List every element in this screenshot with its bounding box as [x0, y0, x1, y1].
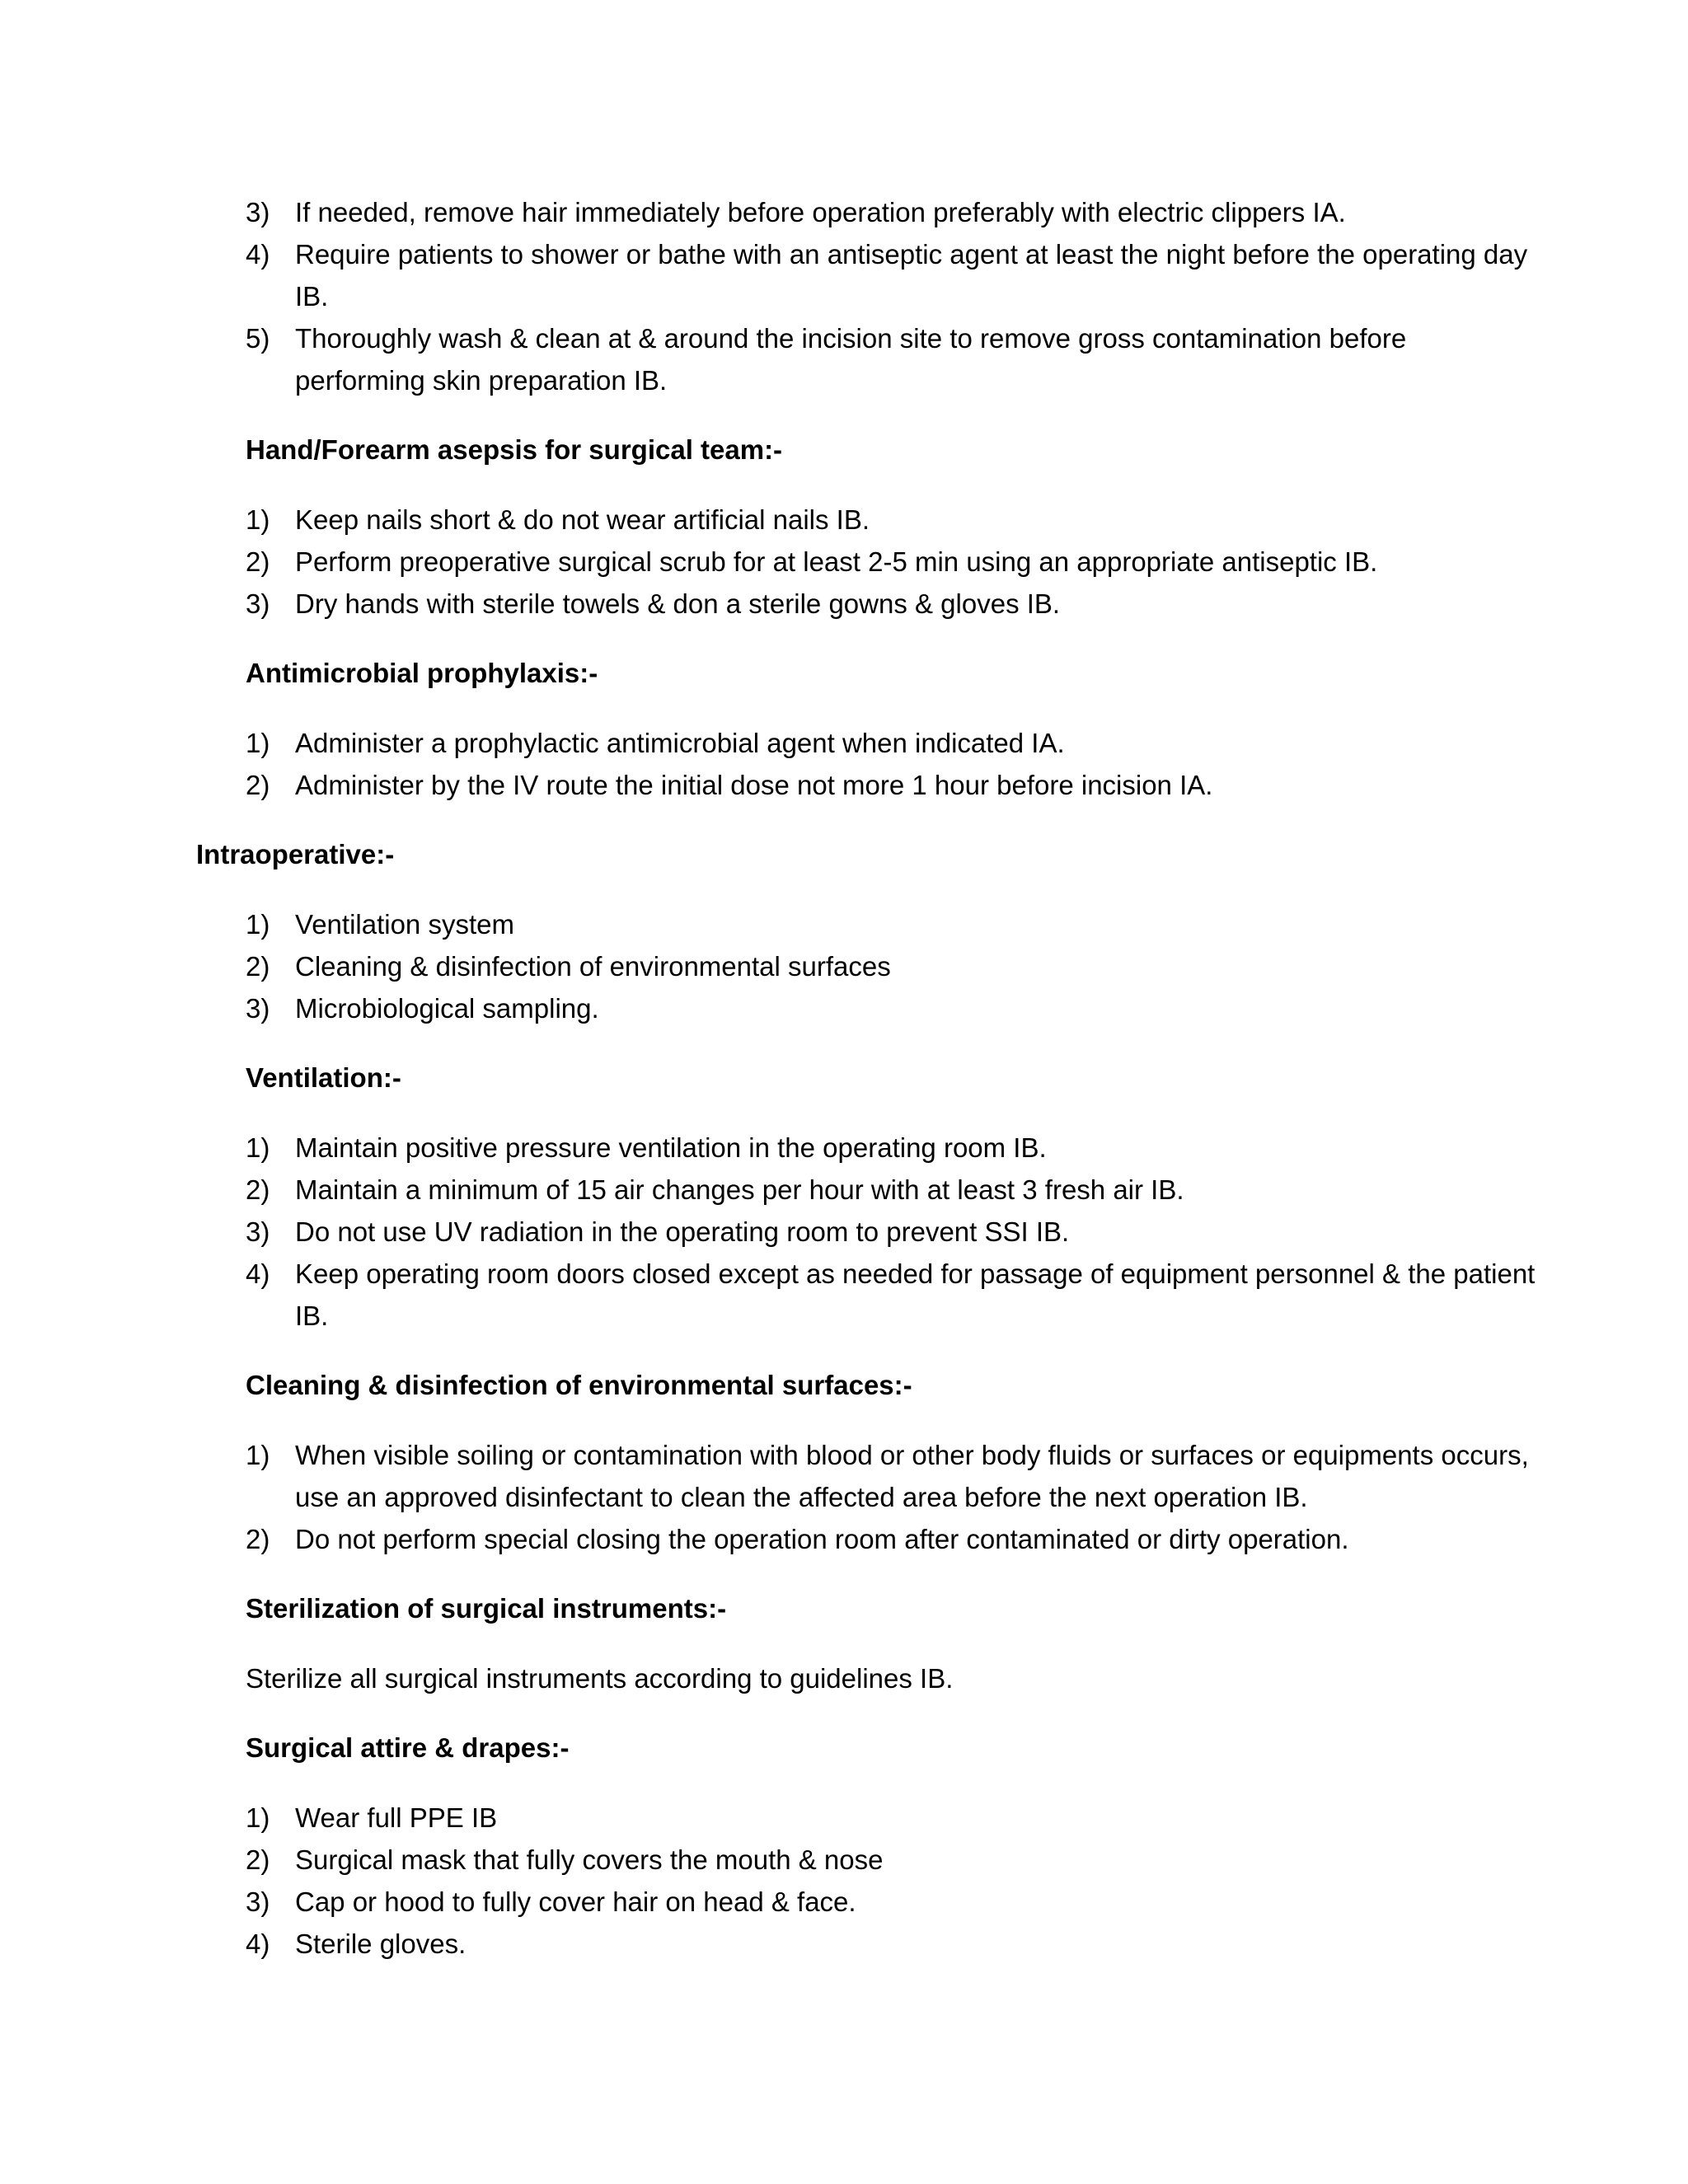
cleaning-list — [246, 1434, 1540, 1560]
hand-forearm-section — [246, 429, 1540, 625]
list-item — [246, 903, 1540, 945]
main-heading-intraoperative: Intraoperative:- — [196, 839, 395, 869]
list-text: Maintain a minimum of 15 air changes per hour with at least 3 fresh air IB. — [295, 1174, 1184, 1205]
list-number: 3) — [246, 197, 270, 227]
list-item — [246, 1518, 1540, 1560]
list-number: 1) — [246, 504, 270, 535]
list-item — [246, 233, 1540, 317]
list-number: 5) — [246, 323, 270, 354]
section-heading: Sterilization of surgical instruments:- — [246, 1593, 727, 1624]
section-heading: Surgical attire & drapes:- — [246, 1732, 570, 1763]
list-text: Administer a prophylactic antimicrobial agent when indicated IA. — [295, 728, 1065, 758]
list-number: 1) — [246, 1802, 270, 1833]
list-number: 2) — [246, 1844, 270, 1875]
list-number: 4) — [246, 1929, 270, 1959]
intraoperative-list — [246, 903, 1540, 1029]
list-item — [246, 1881, 1540, 1923]
list-text: Wear full PPE IB — [295, 1802, 498, 1833]
list-number: 1) — [246, 1440, 270, 1470]
cleaning-section — [246, 1365, 1540, 1560]
list-item — [246, 1253, 1540, 1337]
section-heading: Hand/Forearm asepsis for surgical team:- — [246, 434, 783, 465]
list-text: Ventilation system — [295, 909, 514, 940]
list-item — [246, 1923, 1540, 1965]
list-text: Maintain positive pressure ventilation in the operating room IB. — [295, 1132, 1047, 1163]
sterilization-text: Sterilize all surgical instruments according to guidelines IB. — [246, 1663, 954, 1694]
section-heading: Ventilation:- — [246, 1062, 401, 1093]
list-text: Keep operating room doors closed except as needed for passage of equipment personnel & the patient IB. — [295, 1258, 1536, 1331]
ventilation-section — [246, 1057, 1540, 1337]
list-item — [246, 1127, 1540, 1169]
list-text: Keep nails short & do not wear artificial nails IB. — [295, 504, 870, 535]
section-heading: Antimicrobial prophylaxis:- — [246, 658, 598, 688]
list-number: 1) — [246, 909, 270, 940]
list-item — [246, 945, 1540, 987]
list-text: When visible soiling or contamination with blood or other body fluids or surfaces or equipments occurs, use an approved disinfectant to clean the affected area before the next operation IB. — [295, 1440, 1529, 1512]
list-item — [246, 499, 1540, 541]
list-text: Microbiological sampling. — [295, 993, 599, 1024]
list-text: Cleaning & disinfection of environmental surfaces — [295, 951, 891, 982]
list-number: 3) — [246, 1216, 270, 1247]
antimicrobial-list — [246, 722, 1540, 806]
list-text: Surgical mask that fully covers the mouth & nose — [295, 1844, 884, 1875]
section-heading: Cleaning & disinfection of environmental surfaces:- — [246, 1370, 912, 1400]
sterilization-section — [246, 1588, 1540, 1699]
ventilation-list — [246, 1127, 1540, 1337]
list-number: 2) — [246, 951, 270, 982]
list-text: Administer by the IV route the initial dose not more 1 hour before incision IA. — [295, 770, 1213, 800]
list-number: 3) — [246, 993, 270, 1024]
list-item — [246, 764, 1540, 806]
list-item — [246, 1211, 1540, 1253]
list-text: Sterile gloves. — [295, 1929, 467, 1959]
attire-list — [246, 1797, 1540, 1965]
list-number: 2) — [246, 770, 270, 800]
list-number: 1) — [246, 1132, 270, 1163]
list-text: Thoroughly wash & clean at & around the incision site to remove gross contamination before performing skin preparation IB. — [295, 323, 1407, 396]
list-number: 2) — [246, 1174, 270, 1205]
intraoperative-section — [246, 903, 1540, 1029]
list-number: 3) — [246, 1886, 270, 1917]
list-number: 2) — [246, 1524, 270, 1554]
list-item — [246, 541, 1540, 583]
list-text: Perform preoperative surgical scrub for at least 2-5 min using an appropriate antiseptic IB. — [295, 546, 1378, 577]
preop-continued-section — [246, 191, 1540, 401]
list-item — [246, 583, 1540, 625]
list-text: Dry hands with sterile towels & don a sterile gowns & gloves IB. — [295, 588, 1061, 619]
list-item — [246, 1434, 1540, 1518]
list-item — [246, 722, 1540, 764]
list-text: Do not use UV radiation in the operating room to prevent SSI IB. — [295, 1216, 1070, 1247]
list-text: If needed, remove hair immediately before operation preferably with electric clippers IA. — [295, 197, 1346, 227]
list-item — [246, 1839, 1540, 1881]
list-text: Do not perform special closing the operation room after contaminated or dirty operation. — [295, 1524, 1349, 1554]
list-item — [246, 1169, 1540, 1211]
list-item — [246, 1797, 1540, 1839]
antimicrobial-section — [246, 653, 1540, 806]
list-number: 4) — [246, 1258, 270, 1289]
list-number: 3) — [246, 588, 270, 619]
list-text: Require patients to shower or bathe with an antiseptic agent at least the night before the operating day IB. — [295, 239, 1528, 312]
list-number: 2) — [246, 546, 270, 577]
list-number: 4) — [246, 239, 270, 269]
preop-list — [246, 191, 1540, 401]
list-item — [246, 191, 1540, 233]
attire-section — [246, 1727, 1540, 1965]
list-item — [246, 317, 1540, 401]
list-text: Cap or hood to fully cover hair on head & face. — [295, 1886, 856, 1917]
list-number: 1) — [246, 728, 270, 758]
hand-forearm-list — [246, 499, 1540, 625]
list-item — [246, 987, 1540, 1029]
